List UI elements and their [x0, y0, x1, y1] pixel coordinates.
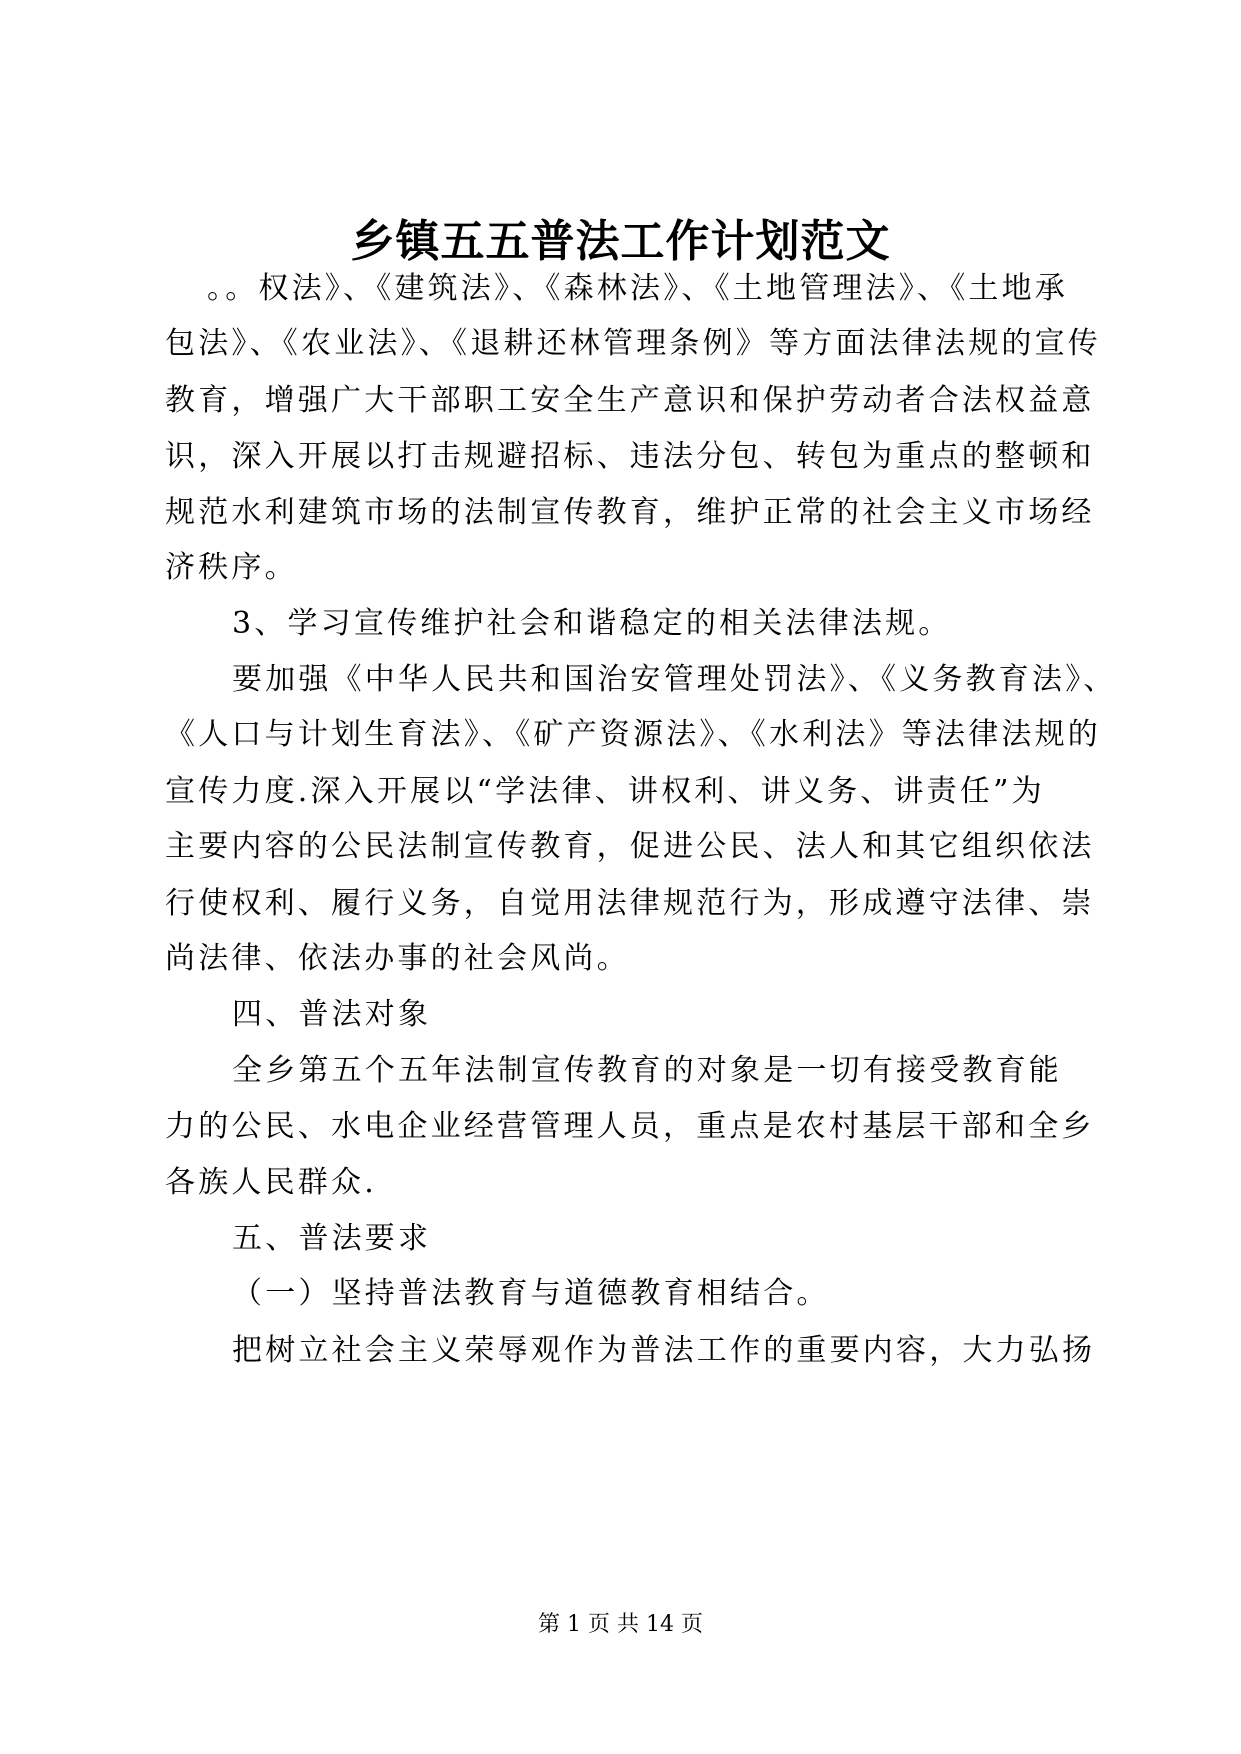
subsection-heading: （一）坚持普法教育与道德教育相结合。 — [232, 1276, 830, 1311]
paragraph-line: 包法》、《农业法》、《退耕还林管理条例》等方面法律法规的宣传 — [165, 326, 1101, 361]
paragraph-line: 力的公民、水电企业经营管理人员，重点是农村基层干部和全乡 — [165, 1109, 1095, 1144]
paragraph-line: 识，深入开展以打击规避招标、违法分包、转包为重点的整顿和 — [165, 439, 1095, 474]
paragraph-line: 全乡第五个五年法制宣传教育的对象是一切有接受教育能 — [232, 1053, 1062, 1088]
paragraph-line: 尚法律、依法办事的社会风尚。 — [165, 941, 630, 976]
page-title: 乡镇五五普法工作计划范文 — [350, 216, 891, 267]
paragraph-line: 教育，增强广大干部职工安全生产意识和保护劳动者合法权益意 — [165, 383, 1095, 418]
section-heading: 3、学习宣传维护社会和谐稳定的相关法律法规。 — [232, 606, 952, 641]
paragraph-line: 把树立社会主义荣辱观作为普法工作的重要内容，大力弘扬 — [232, 1333, 1096, 1368]
page-footer: 第 1 页 共 14 页 — [538, 1612, 703, 1637]
paragraph-line: 主要内容的公民法制宣传教育，促进公民、法人和其它组织依法 — [165, 829, 1095, 864]
paragraph-line: 宣传力度.深入开展以“学法律、讲权利、讲义务、讲责任”为 — [165, 774, 1045, 809]
paragraph-line: 规范水利建筑市场的法制宣传教育，维护正常的社会主义市场经 — [165, 495, 1095, 530]
paragraph-line: 。。权法》、《建筑法》、《森林法》、《土地管理法》、《土地承 — [207, 271, 1068, 306]
section-heading: 五、普法要求 — [232, 1221, 432, 1256]
section-heading: 四、普法对象 — [232, 997, 432, 1032]
paragraph-line: 《人口与计划生育法》、《矿产资源法》、《水利法》等法律法规的 — [165, 717, 1101, 752]
paragraph-line: 行使权利、履行义务，自觉用法律规范行为，形成遵守法律、崇 — [165, 886, 1095, 921]
paragraph-line: 济秩序。 — [165, 550, 298, 585]
paragraph-line: 各族人民群众. — [165, 1165, 377, 1200]
paragraph-line: 要加强《中华人民共和国治安管理处罚法》、《义务教育法》、 — [232, 662, 1117, 697]
